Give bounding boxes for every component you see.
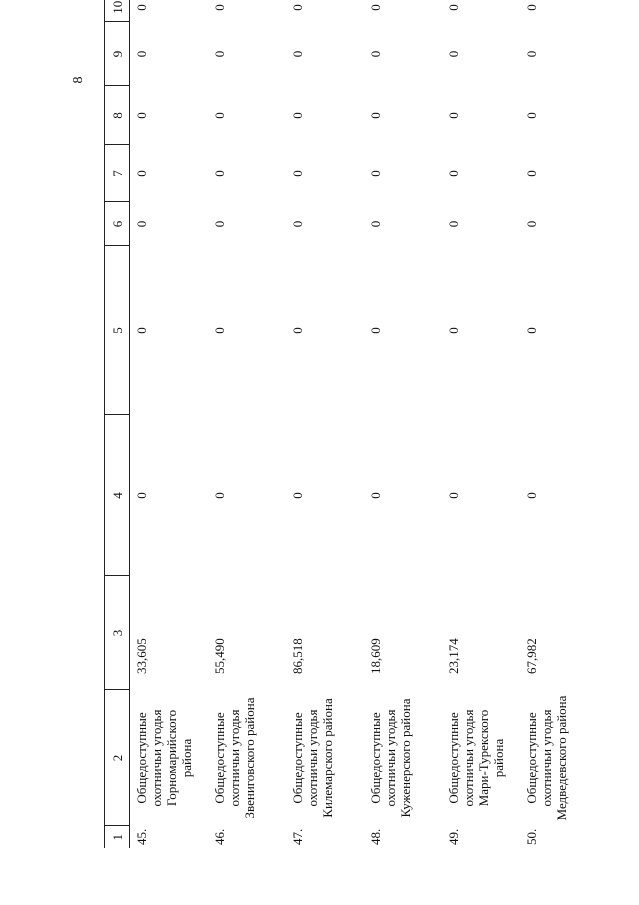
- cell-col-6: 0: [368, 220, 383, 228]
- cell-col-9: 0: [524, 50, 539, 58]
- column-header: 4: [105, 415, 130, 576]
- cell-col-6: 0: [290, 220, 305, 228]
- cell-col-7: 0: [524, 170, 539, 177]
- cell-col-10: 0: [524, 4, 539, 11]
- row-number: 46.: [212, 828, 227, 845]
- column-header: 1: [105, 826, 130, 848]
- cell-col-7: 0: [368, 170, 383, 177]
- cell-col-9: 0: [446, 50, 461, 58]
- column-header: 5: [105, 246, 130, 415]
- area-value: 33,605: [134, 638, 149, 674]
- territory-name: Общедоступные охотничьи угодья Куженерского района: [368, 698, 413, 818]
- cell-col-7: 0: [212, 170, 227, 177]
- table-row: [520, 0, 598, 848]
- cell-col-7: 0: [290, 170, 305, 177]
- page-number: 8: [71, 76, 86, 84]
- cell-col-5: 0: [524, 327, 539, 334]
- cell-col-9: 0: [290, 50, 305, 58]
- column-header: 3: [105, 576, 130, 690]
- cell-col-5: 0: [368, 327, 383, 334]
- cell-col-4: 0: [524, 492, 539, 499]
- column-header: 10: [105, 0, 130, 22]
- area-value: 23,174: [446, 638, 461, 674]
- cell-col-5: 0: [134, 327, 149, 334]
- cell-col-10: 0: [212, 4, 227, 11]
- cell-col-4: 0: [368, 492, 383, 499]
- cell-col-5: 0: [446, 327, 461, 334]
- row-number: 47.: [290, 828, 305, 845]
- table-row: [286, 0, 364, 848]
- cell-col-8: 0: [524, 112, 539, 119]
- cell-col-5: 0: [212, 327, 227, 334]
- header-row: [105, 0, 130, 848]
- cell-col-8: 0: [446, 112, 461, 119]
- cell-col-8: 0: [368, 112, 383, 119]
- area-value: 55,490: [212, 638, 227, 674]
- cell-col-8: 0: [212, 112, 227, 119]
- cell-col-7: 0: [446, 170, 461, 177]
- table-row: [442, 0, 520, 848]
- cell-col-4: 0: [290, 492, 305, 499]
- area-value: 86,518: [290, 638, 305, 674]
- cell-col-6: 0: [134, 220, 149, 228]
- cell-col-8: 0: [134, 112, 149, 119]
- cell-col-4: 0: [446, 492, 461, 499]
- cell-col-6: 0: [212, 220, 227, 228]
- row-number: 49.: [446, 828, 461, 845]
- column-header: 6: [105, 202, 130, 246]
- data-table: [104, 0, 598, 848]
- cell-col-4: 0: [212, 492, 227, 499]
- cell-col-9: 0: [134, 50, 149, 58]
- cell-col-5: 0: [290, 327, 305, 334]
- cell-col-4: 0: [134, 492, 149, 499]
- column-header: 8: [105, 86, 130, 145]
- row-number: 45.: [134, 828, 149, 845]
- area-value: 67,982: [524, 638, 539, 674]
- table-row: [364, 0, 442, 848]
- table-row: [208, 0, 286, 848]
- cell-col-9: 0: [212, 50, 227, 58]
- territory-name: Общедоступные охотничьи угодья Медведевского района: [524, 695, 569, 821]
- cell-col-8: 0: [290, 112, 305, 119]
- cell-col-6: 0: [524, 220, 539, 228]
- cell-col-6: 0: [446, 220, 461, 228]
- territory-name: Общедоступные охотничьи угодья Килемарского района: [290, 698, 335, 818]
- cell-col-10: 0: [290, 4, 305, 11]
- territory-name: Общедоступные охотничьи угодья Звениговского района: [212, 697, 257, 819]
- cell-col-7: 0: [134, 170, 149, 177]
- cell-col-10: 0: [446, 4, 461, 11]
- column-header: 2: [105, 690, 130, 826]
- column-header: 9: [105, 22, 130, 86]
- cell-col-10: 0: [134, 4, 149, 11]
- territory-name: Общедоступные охотничьи угодья Мари-Турекского района: [446, 709, 506, 807]
- area-value: 18,609: [368, 638, 383, 674]
- cell-col-10: 0: [368, 4, 383, 11]
- table-row: [130, 0, 209, 848]
- row-number: 48.: [368, 828, 383, 845]
- territory-name: Общедоступные охотничьи угодья Горномарийского района: [134, 709, 194, 807]
- row-number: 50.: [524, 828, 539, 845]
- column-header: 7: [105, 145, 130, 202]
- cell-col-9: 0: [368, 50, 383, 58]
